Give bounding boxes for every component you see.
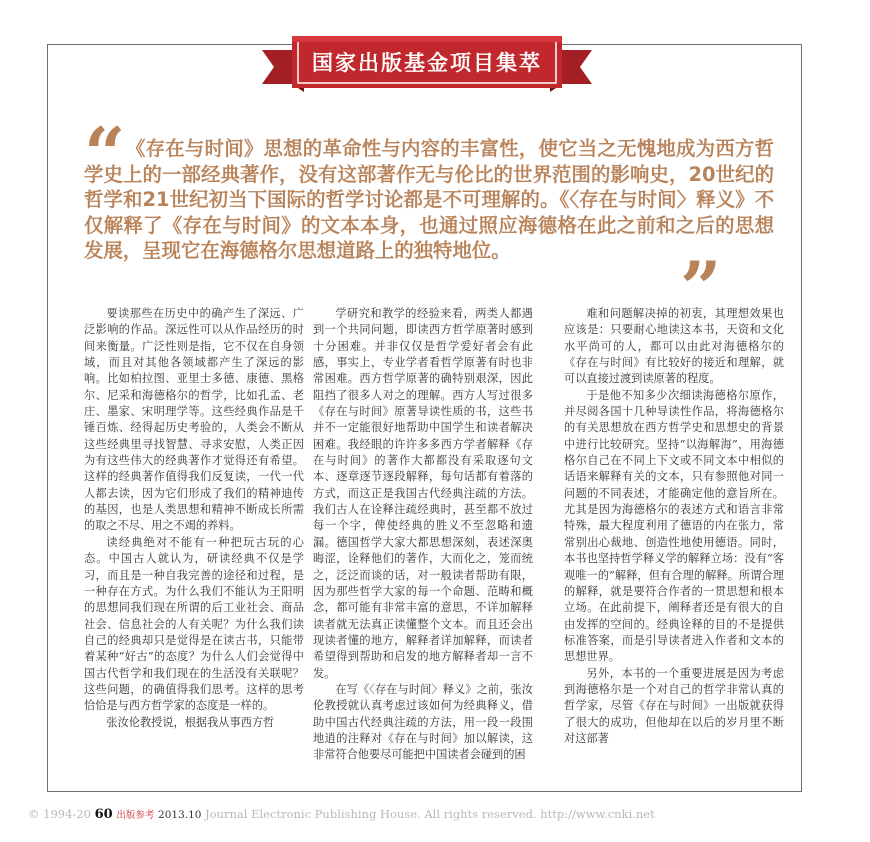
paragraph: 张汝伦教授说，根据我从事西方哲 [106,715,275,729]
paragraph: 于是他不知多少次细读海德格尔原作，并尽阅各国十几种导读性作品，将海德格尔的有关思想放在西方哲学史和思想史的背景中进行比较研究。坚持“以海解海”，用海德格尔自己在不同上下文或不同文本中相似的话语来解释有关的文本，只有参照他对同一问题的不同表述，才能确定他的意旨所在。尤其是因为海德格尔的表述方式和语言非常特殊，最大程度利用了德语的内在张力，常常别出心裁地、创造性地使用德语。同时，本书也坚持哲学释义学的解释立场：没有“客观唯一的”解释，但有合理的解释。所谓合理的解释，就是要符合作者的一贯思想和根本立场。在此前提下，阐释者还是有很大的自由发挥的空间的。经典诠释的目的不是提供标准答案，而是引导读者进入作者和文本的思想世界。 [564,388,784,664]
close-quote-mark: ” [680,245,722,330]
page-number: 60 [94,807,113,822]
publication-name: 出版参考 [116,810,155,821]
open-quote-mark: “ [84,111,126,196]
paragraph: 在写《〈存在与时间〉释义》之前，张汝伦教授就认真考虑过该如何为经典释义，借助中国古代经典注疏的方法，用一段一段围地逍的注释对《存在与时间》加以解读，这非常符合他要尽可能把中国读者会碰到的困 [313,682,533,762]
paragraph: 学研究和教学的经验来看，两类人都遇到一个共同问题，即读西方哲学原著时感到十分困难。并非仅仅是哲学爱好者会有此感，事实上，专业学者看哲学原著有时也非常困难。西方哲学原著的确特别艰深，因此阻挡了很多人对之的理解。西方人写过很多《存在与时间》原著导读性质的书，这些书并不一定能很好地帮助中国学生和读者解决困难。我经眼的许许多多西方学者解释《存在与时间》的著作大都都没有采取逐句文本、逐章逐节逐段解释，每句话都有着落的方式，而这正是我国古代经典注疏的方法。我们古人在诠释注疏经典时，甚至都不放过每一个字，俾使经典的胜义不至忽略和遗漏。德国哲学大家大都思想深刻，表述深奥晦涩，诠释他们的著作，大而化之，笼而统之，泛泛而谈的话，对一般读者帮助有限，因为那些哲学大家的每一个命题、范畴和概念，都可能有非常丰富的意思，不详加解释读者就无法真正读懂整个文本。而且还会出现读者懂的地方，解释者详加解释，而读者希望得到帮助和启发的地方解释者却一言不发。 [313,307,533,680]
copyright-prefix: © 1994-20 [28,807,91,821]
copyright-notice: Journal Electronic Publishing House. All rights reserved. http://www.cnki.net [205,807,655,821]
section-banner [262,28,592,96]
page-footer [28,807,848,822]
body-column-3 [564,306,784,747]
body-column-2 [313,306,533,764]
issue-number: 2013.10 [158,809,202,821]
body-column-1 [84,306,304,731]
paragraph: 另外，本书的一个重要进展是因为考虑到海德格尔是一个对自己的哲学非常认真的哲学家，尽管《存在与时间》一出版就获得了很大的成功，但他却在以后的岁月里不断对这部著 [564,666,784,745]
paragraph: 读经典绝对不能有一种把玩古玩的心态。中国古人就认为，研读经典不仅是学习，而且是一种自我完善的途径和过程，是一种存在方式。为什么我们不能认为王阳明的思想同我们现在所谓的后工业社会、商品社会、信息社会的人有关呢？为什么我们读自己的经典却只是觉得是在读古书，只能带着某种“好古”的态度？为什么人们会觉得中国古代哲学和我们现在的生活没有关联呢？这些问题，的确值得我们思考。这样的思考恰恰是与西方哲学家的态度是一样的。 [84,535,304,713]
banner-title: 国家出版基金项目集萃 [312,51,542,75]
paragraph: 难和问题解决掉的初衷，其理想效果也应该是：只要耐心地读这本书，天资和文化水平尚可的人，都可以由此对海德格尔的《存在与时间》有比较好的接近和理解，就可以直接过渡到读原著的程度。 [564,307,784,386]
pull-quote-text: 《存在与时间》思想的革命性与内容的丰富性，使它当之无愧地成为西方哲学史上的一部经典著作，没有这部著作无与伦比的世界范围的影响史，20世纪的哲学和21世纪初当下国际的哲学讨论都是不可理解的。《〈存在与时间〉释义》不仅解释了《存在与时间》的文本本身，也通过照应海德格在此之前和之后的思想发展，呈现它在海德格尔思想道路上的独特地位。 [84,137,774,263]
paragraph: 要读那些在历史中的确产生了深远、广泛影响的作品。深远性可以从作品经历的时间来衡量。广泛性则是指，它不仅在自身领域，而且对其他各领域都产生了深远的影响。比如柏拉图、亚里士多德、康德、黑格尔、尼采和海德格尔的哲学，比如孔孟、老庄、墨家、宋明理学等。这些经典作品是千锤百炼、经得起历史考验的，人类会不断从这些经典里寻找智慧、寻求安慰，人类正因为有这些伟大的经典著作才觉得还有希望。这样的经典著作值得我们反复读，一代一代人都去读，因为它们形成了我们的精神迪传的基因，也是人类思想和精神不断成长所需的取之不尽、用之不竭的养料。 [84,307,304,533]
